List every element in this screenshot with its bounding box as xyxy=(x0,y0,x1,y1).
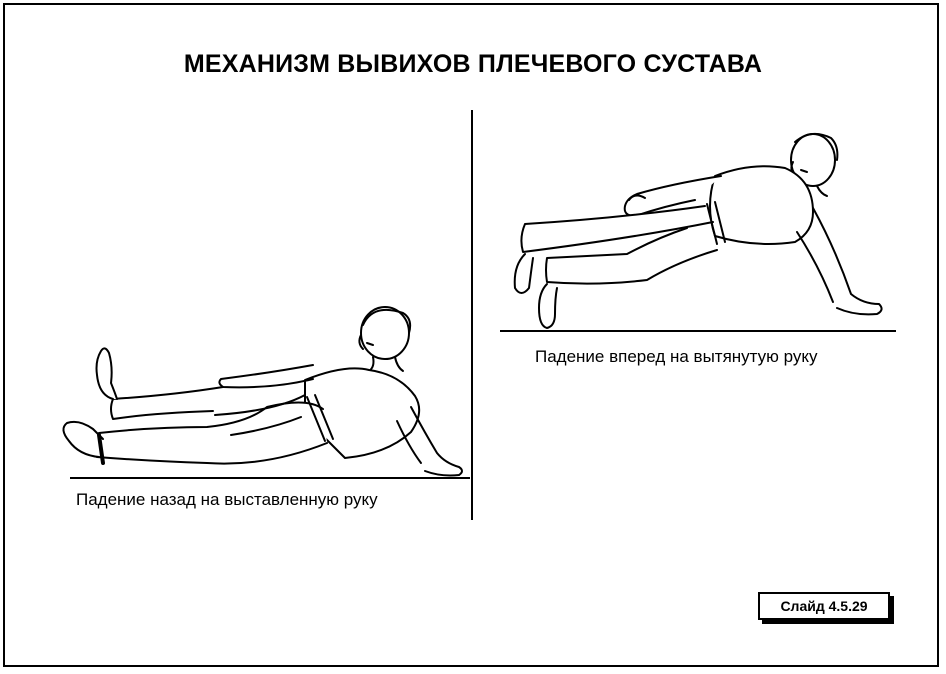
person-falling-forward-icon xyxy=(495,128,900,333)
caption-right: Падение вперед на вытянутую руку xyxy=(535,347,818,366)
slide-number-badge: Слайд 4.5.29 xyxy=(758,592,890,620)
ground-line-left xyxy=(70,477,470,479)
person-falling-backward-icon xyxy=(55,295,465,480)
panel-divider xyxy=(471,110,473,520)
caption-left: Падение назад на выставленную руку xyxy=(76,490,378,509)
ground-line-right xyxy=(500,330,896,332)
slide-title: МЕХАНИЗМ ВЫВИХОВ ПЛЕЧЕВОГО СУСТАВА xyxy=(183,50,763,78)
